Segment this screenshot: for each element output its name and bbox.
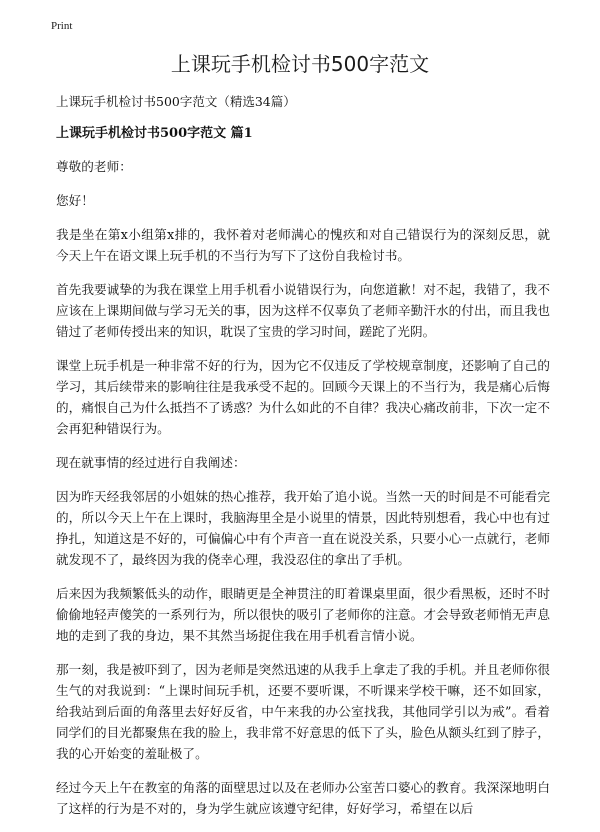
- document-subtitle: 上课玩手机检讨书500字范文（精选34篇）: [56, 94, 296, 109]
- salutation: 尊敬的老师：: [56, 159, 132, 174]
- paragraph: 后来因为我频繁低头的动作，眼睛更是全神贯注的盯着课桌里面，很少看黑板，还时不时偷偷地轻声傻笑的一系列行为，所以很快的吸引了老师你的注意。才会导致老师悄无声息地的走到了我的身边，果不其然当场捉住我在用手机看言情小说。: [56, 586, 550, 643]
- section-heading: 上课玩手机检讨书500字范文 篇1: [56, 126, 253, 141]
- paragraph: 因为昨天经我邻居的小姐妹的热心推荐，我开始了追小说。当然一天的时间是不可能看完的，所以今天上午在上课时，我脑海里全是小说里的情景，因此特别想看，我心中也有过挣扎，知道这是不好的，可偏偏心中有个声音一直在说没关系，只要小心一点就行，老师就发现不了，最终因为我的侥幸心理，我没忍住的拿出了手机。: [56, 489, 550, 567]
- paragraph: 经过今天上午在教室的角落的面壁思过以及在老师办公室苦口婆心的教育。我深深地明白了这样的行为是不对的，身为学生就应该遵守纪律，好好学习，希望在以后: [56, 780, 550, 816]
- paragraph: 首先我要诚挚的为我在课堂上用手机看小说错误行为，向您道歉！对不起，我错了，我不应该在上课期间做与学习无关的事，因为这样不仅辜负了老师辛勤汗水的付出，而且我也错过了老师传授出来的知识，耽误了宝贵的学习时间，蹉跎了光阴。: [56, 282, 550, 339]
- greeting: 您好！: [56, 193, 94, 208]
- paragraph: 那一刻，我是被吓到了，因为老师是突然迅速的从我手上拿走了我的手机。并且老师你很生气的对我说到：“上课时间玩手机，还要不要听课，不听课来学校干嘛，还不如回家，给我站到后面的角落里去好好反省，中午来我的办公室找我，其他同学引以为戒”。看着同学们的目光都聚焦在我的脸上，我非常不好意思的低下了头，脸色从额头红到了脖子，我的心开始变的羞耻极了。: [56, 662, 550, 761]
- page-title: 上课玩手机检讨书500字范文: [170, 52, 430, 76]
- print-link[interactable]: Print: [51, 20, 73, 32]
- document-body: [56, 92, 550, 832]
- paragraph: 现在就事情的经过进行自我阐述：: [56, 455, 246, 470]
- paragraph: 我是坐在第x小组第x排的，我怀着对老师满心的愧疚和对自己错误行为的深刻反思，就今天上午在语文课上玩手机的不当行为写下了这份自我检讨书。: [56, 227, 550, 263]
- paragraph: 课堂上玩手机是一种非常不好的行为，因为它不仅违反了学校规章制度，还影响了自己的学习，其后续带来的影响往往是我承受不起的。回顾今天课上的不当行为，我是痛心后悔的，痛恨自己为什么抵挡不了诱惑？为什么如此的不自律？我决心痛改前非，下次一定不会再犯种错误行为。: [56, 358, 550, 436]
